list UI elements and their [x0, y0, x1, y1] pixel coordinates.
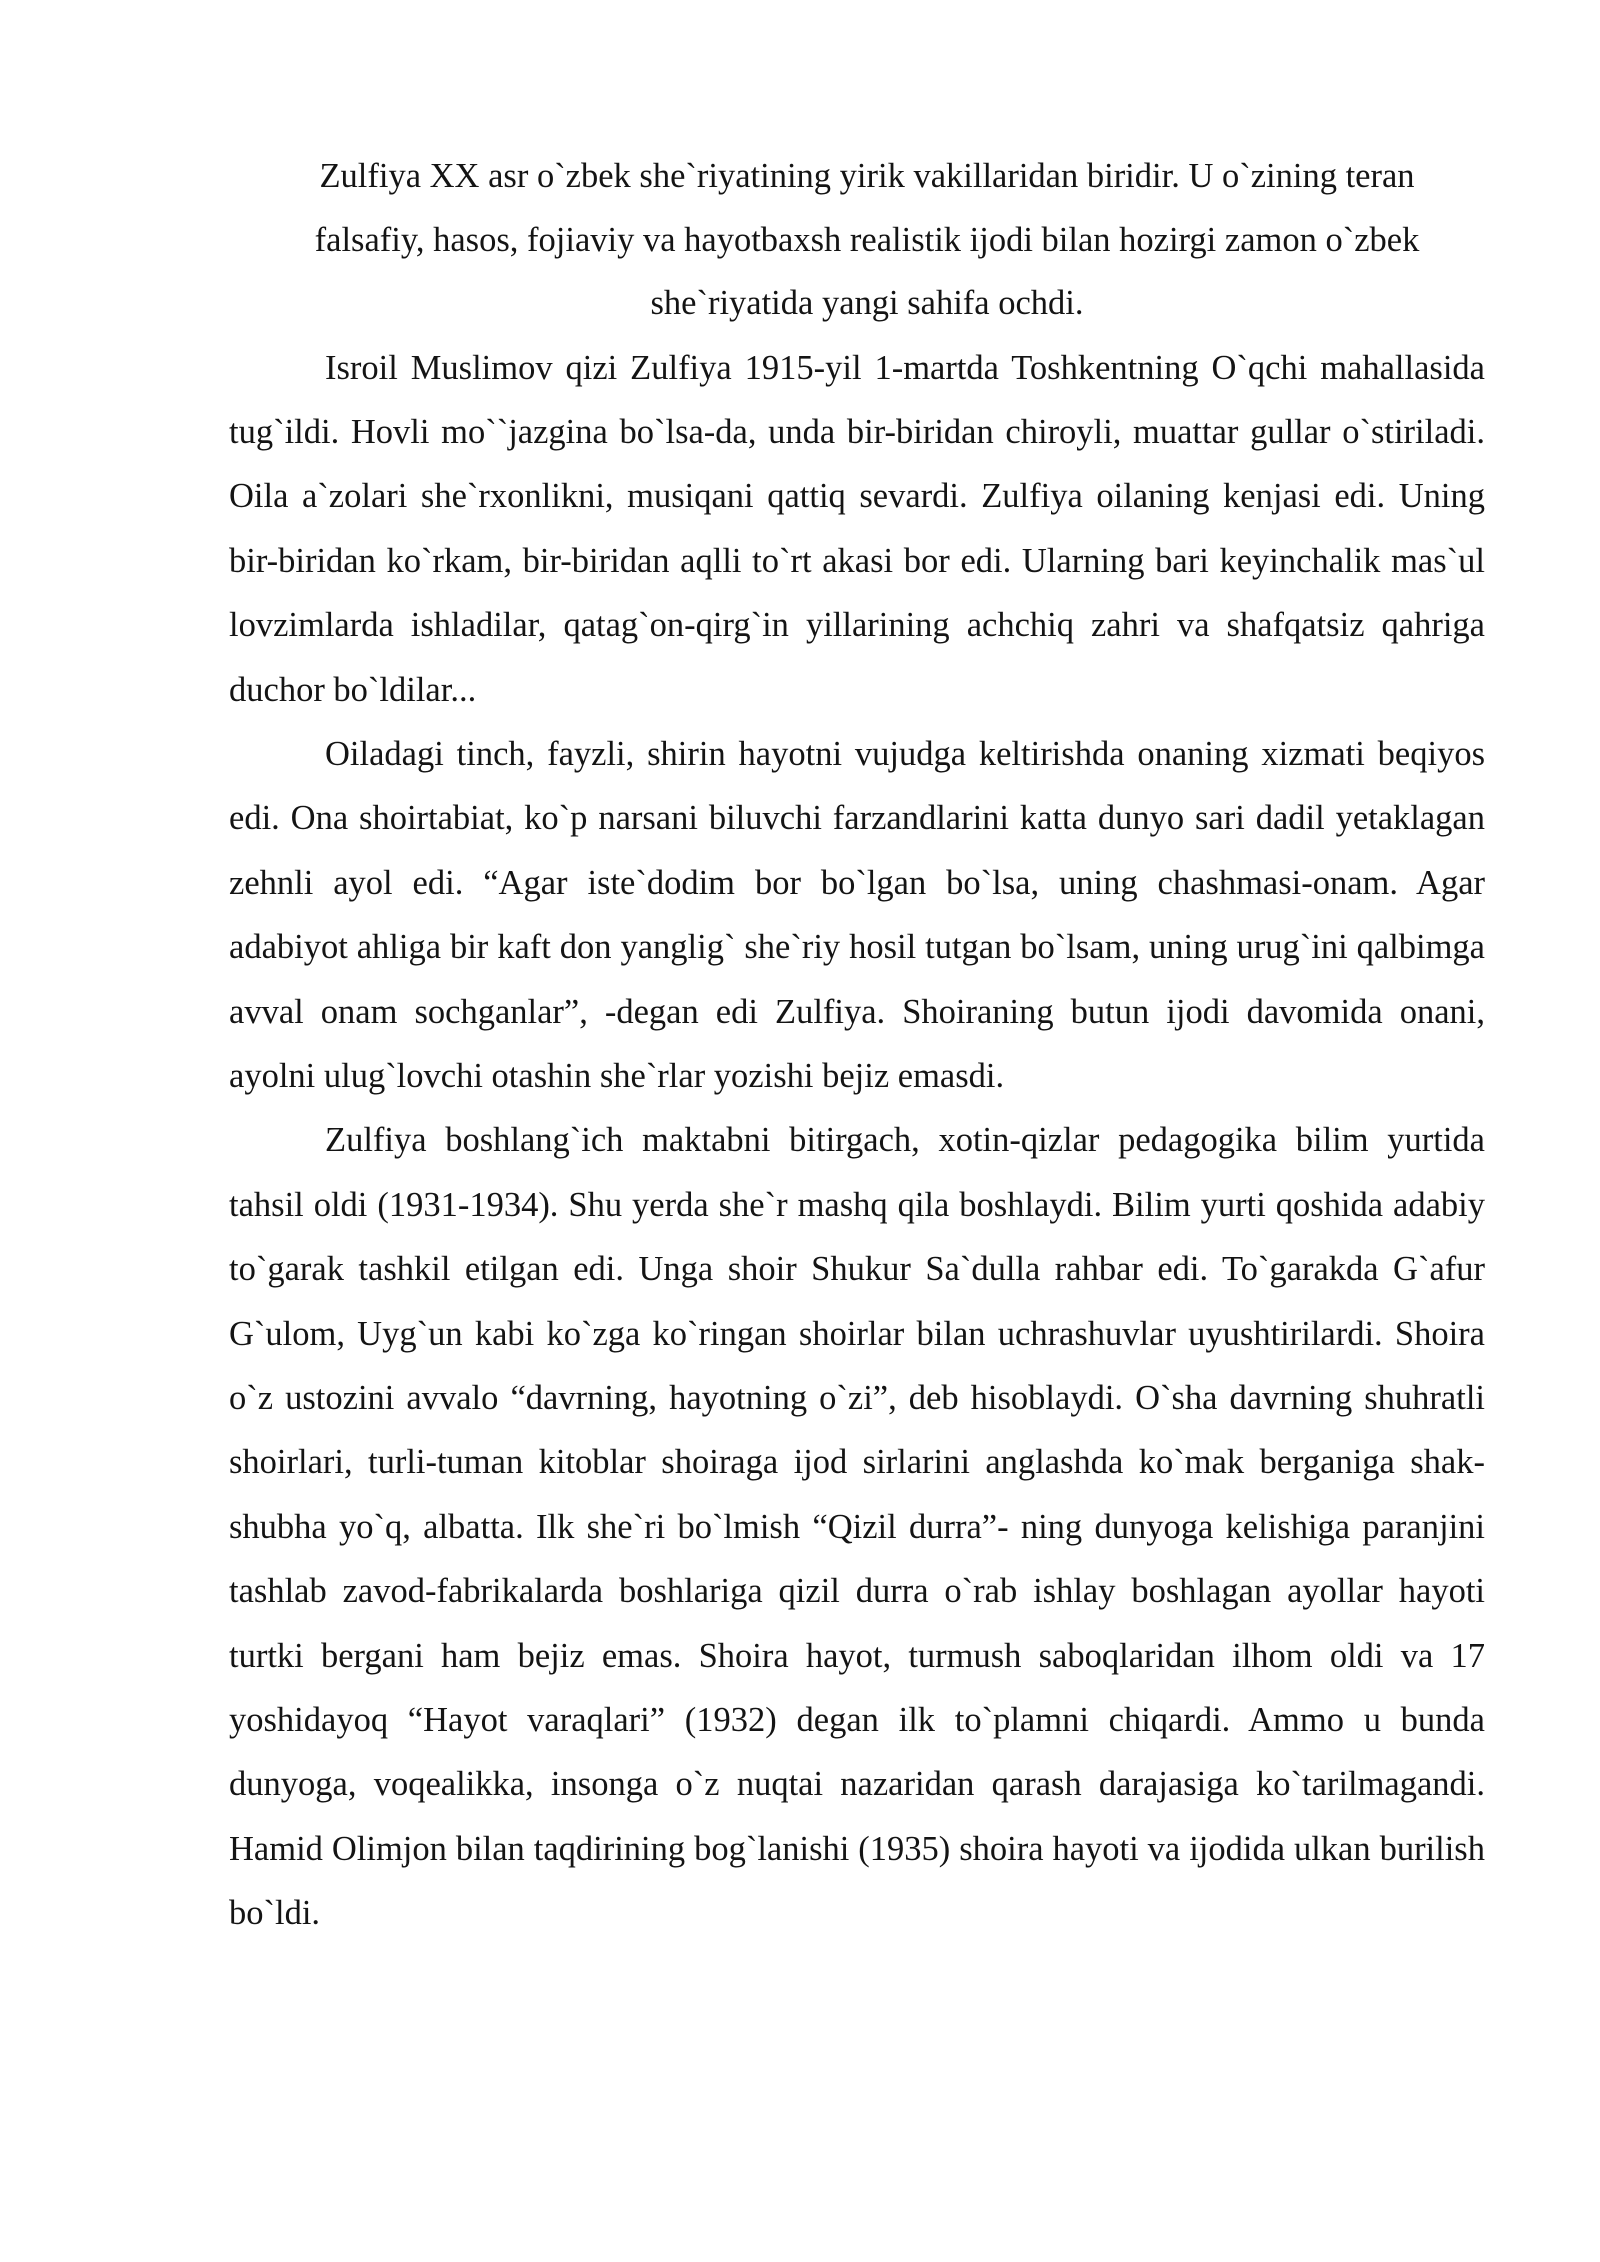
- body-paragraph-2: Oiladagi tinch, fayzli, shirin hayotni vujudga keltirishda onaning xizmati beqiyos edi. Ona shoirtabiat, ko`p narsani biluvchi farzandlarini katta dunyo sari dadil yetaklagan zehnli ayol edi. “Agar iste`dodim bor bo`lgan bo`lsa, uning chashmasi-onam. Agar adabiyot ahliga bir kaft don yanglig` she`riy hosil tutgan bo`lsam, uning urug`ini qalbimga avval onam sochganlar”, -degan edi Zulfiya. Shoiraning butun ijodi davomida onani, ayolni ulug`lovchi otashin she`rlar yozishi bejiz emasdi.: [229, 734, 1485, 1095]
- body-paragraph-3: Zulfiya boshlang`ich maktabni bitirgach, xotin-qizlar pedagogika bilim yurtida tahsil oldi (1931-1934). Shu yerda she`r mashq qila boshlaydi. Bilim yurti qoshida adabiy to`garak tashkil etilgan edi. Unga shoir Shukur Sa`dulla rahbar edi. To`garakda G`afur G`ulom, Uyg`un kabi ko`zga ko`ringan shoirlar bilan uchrashuvlar uyushtirilardi. Shoira o`z ustozini avvalo “davrning, hayotning o`zi”, deb hisoblaydi. O`sha davrning shuhratli shoirlari, turli-tuman kitoblar shoiraga ijod sirlarini anglashda ko`mak berganiga shak-shubha yo`q, albatta. Ilk she`ri bo`lmish “Qizil durra”- ning dunyoga kelishiga paranjini tashlab zavod-fabrikalarda boshlariga qizil durra o`rab ishlay boshlagan ayollar hayoti turtki bergani ham bejiz emas. Shoira hayot, turmush saboqlaridan ilhom oldi va 17 yoshidayoq “Hayot varaqlari” (1932) degan ilk to`plamni chiqardi. Ammo u bunda dunyoga, voqealikka, insonga o`z nuqtai nazaridan qarash darajasiga ko`tarilmagandi. Hamid Olimjon bilan taqdirining bog`lanishi (1935) shoira hayoti va ijodida ulkan burilish bo`ldi.: [229, 1121, 1485, 1933]
- intro-paragraph: Zulfiya XX asr o`zbek she`riyatining yirik vakillaridan biridir. U o`zining teran falsafiy, hasos, fojiaviy va hayotbaxsh realistik ijodi bilan hozirgi zamon o`zbek she`riyatida yangi sahifa ochdi.: [314, 157, 1420, 322]
- document-body: [229, 145, 1485, 1946]
- body-paragraph-1: Isroil Muslimov qizi Zulfiya 1915-yil 1-martda Toshkentning O`qchi mahallasida tug`ildi. Hovli mo``jazgina bo`lsa-da, unda bir-biridan chiroyli, muattar gullar o`stiriladi. Oila a`zolari she`rxonlikni, musiqani qattiq sevardi. Zulfiya oilaning kenjasi edi. Uning bir-biridan ko`rkam, bir-biridan aqlli to`rt akasi bor edi. Ularning bari keyinchalik mas`ul lovzimlarda ishladilar, qatag`on-qirg`in yillarining achchiq zahri va shafqatsiz qahriga duchor bo`ldilar...: [229, 348, 1485, 709]
